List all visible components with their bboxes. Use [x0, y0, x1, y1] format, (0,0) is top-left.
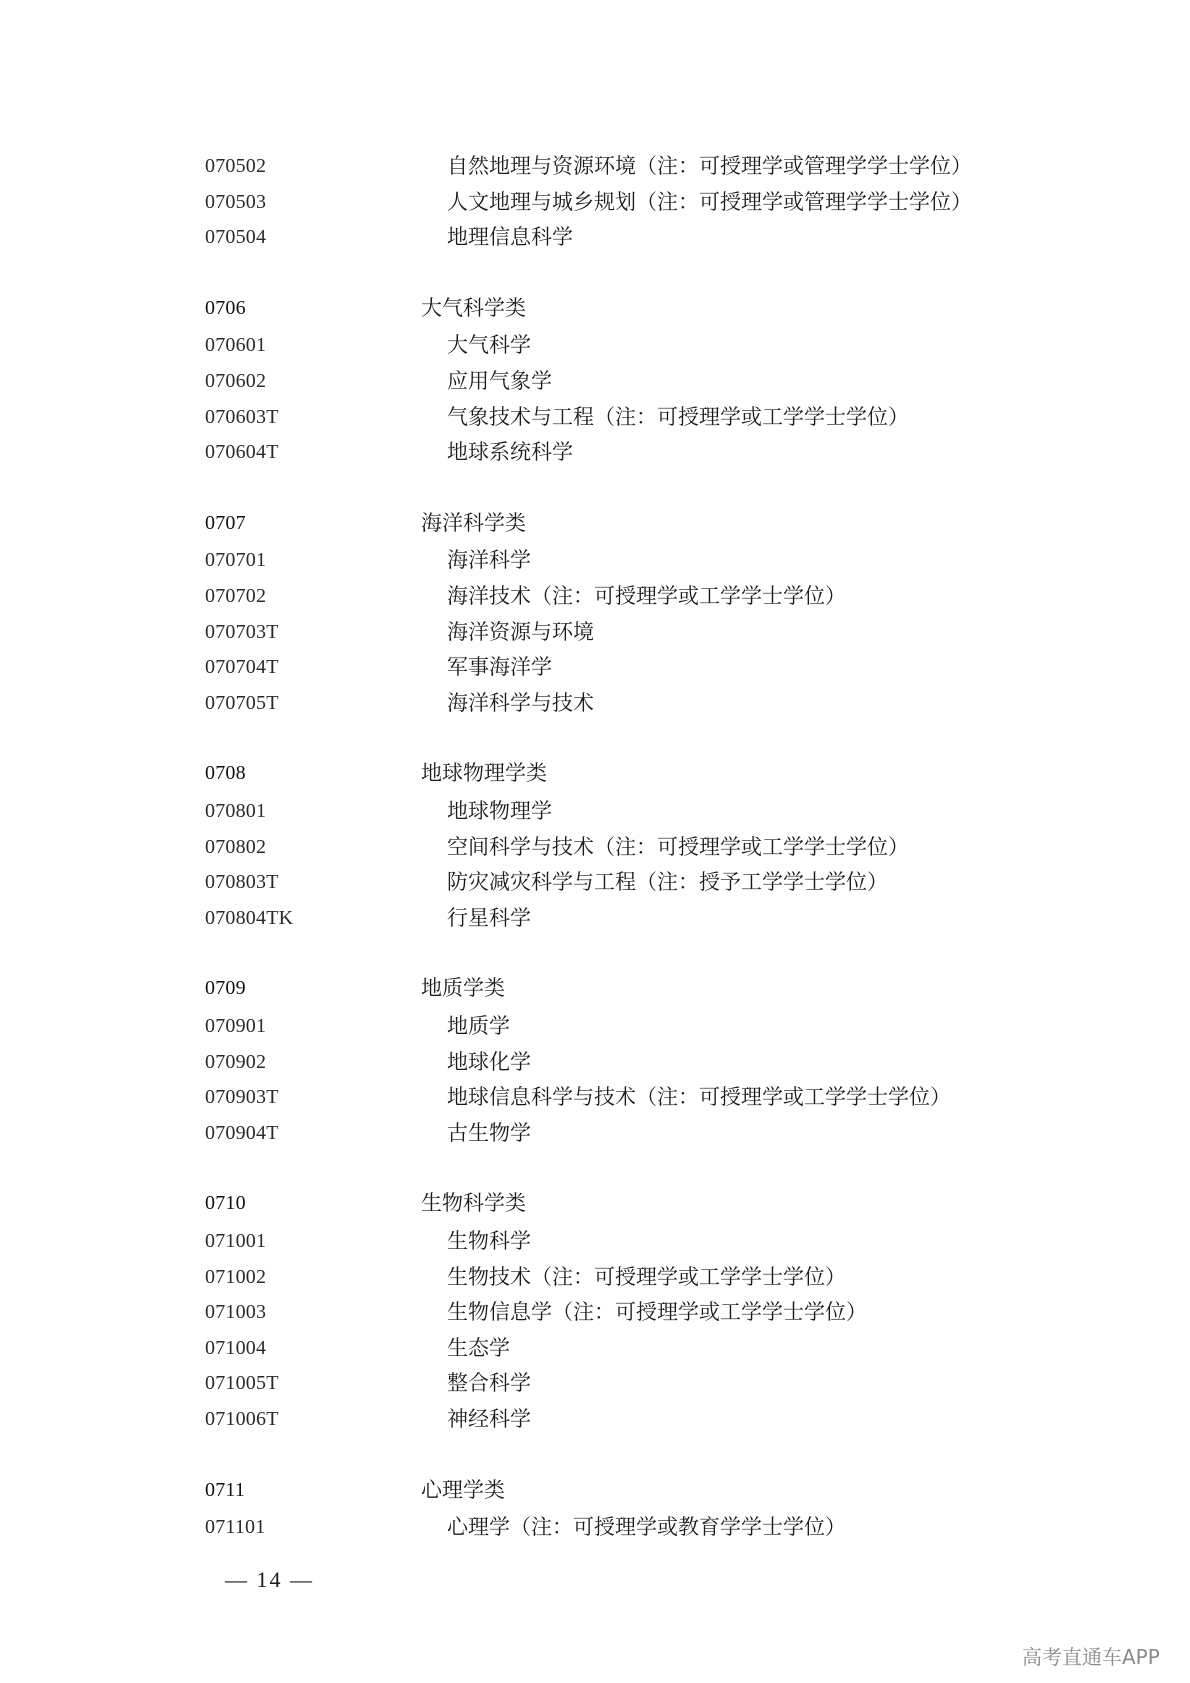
category-code: 0707: [205, 512, 246, 534]
major-row: [0, 1404, 1190, 1434]
category-row: [0, 293, 1190, 323]
major-row: [0, 903, 1190, 933]
major-row: [0, 330, 1190, 360]
category-name: 地球物理学类: [421, 761, 547, 785]
major-row: [0, 652, 1190, 682]
major-name: 地球信息科学与技术（注：可授理学或工学学士学位）: [447, 1085, 951, 1109]
major-name: 整合科学: [447, 1371, 531, 1395]
major-name: 应用气象学: [447, 369, 552, 393]
major-row: [0, 222, 1190, 252]
category-row: [0, 508, 1190, 538]
category-row: [0, 973, 1190, 1003]
major-row: [0, 545, 1190, 575]
major-row: [0, 1011, 1190, 1041]
major-row: [0, 1262, 1190, 1292]
major-name: 行星科学: [447, 906, 531, 930]
major-name: 神经科学: [447, 1407, 531, 1431]
major-name: 心理学（注：可授理学或教育学学士学位）: [447, 1515, 846, 1539]
major-code: 070601: [205, 334, 267, 356]
major-row: [0, 796, 1190, 826]
major-row: [0, 1368, 1190, 1398]
category-code: 0710: [205, 1192, 246, 1214]
major-row: [0, 581, 1190, 611]
major-name: 海洋科学与技术: [447, 691, 594, 715]
category-name: 心理学类: [421, 1478, 505, 1502]
page-number: — 14 —: [225, 1567, 314, 1592]
major-code: 070801: [205, 800, 267, 822]
major-row: [0, 617, 1190, 647]
major-code: 070904T: [205, 1122, 279, 1144]
major-name: 古生物学: [447, 1121, 531, 1145]
major-code: 070702: [205, 585, 267, 607]
category-code: 0706: [205, 297, 246, 319]
major-code: 070803T: [205, 871, 279, 893]
major-name: 空间科学与技术（注：可授理学或工学学士学位）: [447, 835, 909, 859]
category-name: 海洋科学类: [421, 511, 526, 535]
category-name: 生物科学类: [421, 1191, 526, 1215]
major-name: 生物科学: [447, 1229, 531, 1253]
major-name: 地球物理学: [447, 799, 552, 823]
major-row: [0, 1118, 1190, 1148]
major-row: [0, 1333, 1190, 1363]
major-code: 070804TK: [205, 907, 294, 929]
major-row: [0, 437, 1190, 467]
major-code: 070603T: [205, 406, 279, 428]
major-row: [0, 1047, 1190, 1077]
major-code: 070901: [205, 1015, 267, 1037]
major-name: 人文地理与城乡规划（注：可授理学或管理学学士学位）: [447, 190, 972, 214]
major-code: 071003: [205, 1301, 267, 1323]
major-name: 气象技术与工程（注：可授理学或工学学士学位）: [447, 405, 909, 429]
major-code: 070903T: [205, 1086, 279, 1108]
major-name: 海洋资源与环境: [447, 620, 594, 644]
major-code: 071006T: [205, 1408, 279, 1430]
category-code: 0709: [205, 977, 246, 999]
major-name: 生态学: [447, 1336, 510, 1360]
category-code: 0711: [205, 1479, 246, 1501]
major-row: [0, 1082, 1190, 1112]
major-code: 070802: [205, 836, 267, 858]
major-code: 071004: [205, 1337, 267, 1359]
watermark: 高考直通车APP: [1022, 1645, 1160, 1669]
major-name: 防灾减灾科学与工程（注：授予工学学士学位）: [447, 870, 888, 894]
major-name: 地理信息科学: [447, 225, 573, 249]
major-row: [0, 867, 1190, 897]
major-name: 地质学: [447, 1014, 510, 1038]
major-row: [0, 402, 1190, 432]
major-code: 070703T: [205, 621, 279, 643]
major-code: 070701: [205, 549, 267, 571]
major-code: 070502: [205, 155, 267, 177]
major-code: 070604T: [205, 441, 279, 463]
major-name: 自然地理与资源环境（注：可授理学或管理学学士学位）: [447, 154, 972, 178]
major-name: 生物技术（注：可授理学或工学学士学位）: [447, 1265, 846, 1289]
major-code: 070705T: [205, 692, 279, 714]
major-row: [0, 1297, 1190, 1327]
major-code: 070503: [205, 191, 267, 213]
major-row: [0, 366, 1190, 396]
major-row: [0, 1512, 1190, 1542]
major-code: 070602: [205, 370, 267, 392]
major-code: 071005T: [205, 1372, 279, 1394]
major-code: 071001: [205, 1230, 267, 1252]
major-name: 地球系统科学: [447, 440, 573, 464]
major-name: 生物信息学（注：可授理学或工学学士学位）: [447, 1300, 867, 1324]
category-name: 大气科学类: [421, 296, 526, 320]
major-code: 071002: [205, 1266, 267, 1288]
category-row: [0, 1475, 1190, 1505]
category-name: 地质学类: [421, 976, 505, 1000]
major-row: [0, 688, 1190, 718]
major-code: 070902: [205, 1051, 267, 1073]
major-name: 海洋科学: [447, 548, 531, 572]
major-name: 地球化学: [447, 1050, 531, 1074]
major-row: [0, 1226, 1190, 1256]
major-name: 军事海洋学: [447, 655, 552, 679]
major-code: 070504: [205, 226, 267, 248]
major-code: 071101: [205, 1516, 266, 1538]
major-row: [0, 187, 1190, 217]
category-code: 0708: [205, 762, 246, 784]
major-code: 070704T: [205, 656, 279, 678]
major-name: 大气科学: [447, 333, 531, 357]
major-row: [0, 151, 1190, 181]
category-row: [0, 758, 1190, 788]
major-name: 海洋技术（注：可授理学或工学学士学位）: [447, 584, 846, 608]
major-row: [0, 832, 1190, 862]
category-row: [0, 1188, 1190, 1218]
